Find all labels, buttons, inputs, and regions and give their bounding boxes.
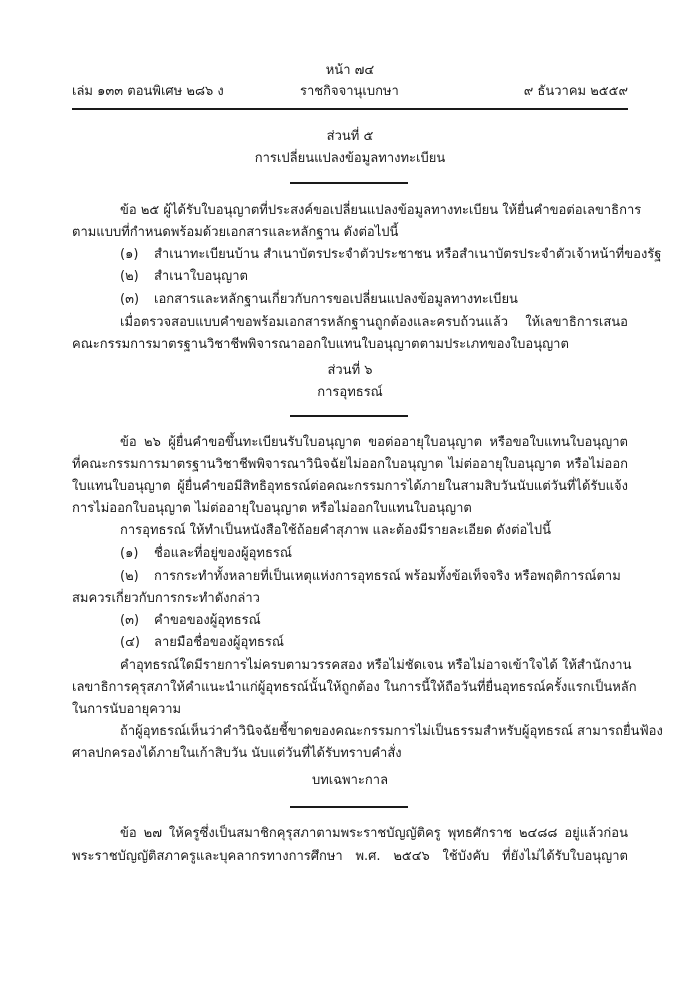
clause-26-item-3 — [120, 612, 261, 630]
clause-26-item-4 — [120, 634, 284, 652]
clause-26-para-2: การอุทธรณ์ ให้ทำเป็นหนังสือใช้ถ้อยคำสุภาพ และต้องมีรายละเอียด ดังต่อไปนี้ — [120, 523, 552, 538]
clause-25-para-2-line-2: คณะกรรมการมาตรฐานวิชาชีพพิจารณาออกใบแทนใบอนุญาตตามประเภทของใบอนุญาต — [72, 337, 569, 352]
clause-25-item-1 — [120, 246, 661, 264]
gazette-volume: เล่ม ๑๓๓ ตอนพิเศษ ๒๘๖ ง — [72, 84, 224, 99]
item-number: (๓) — [120, 613, 140, 628]
clause-27-line-1: ข้อ ๒๗ ให้ครูซึ่งเป็นสมาชิกคุรุสภาตามพระราชบัญญัติครู พุทธศักราช ๒๔๘๘ อยู่แล้วก่อน — [120, 826, 628, 841]
clause-26-item-1 — [120, 545, 292, 563]
item-text: การกระทำทั้งหลายที่เป็นเหตุแห่งการอุทธรณ์ พร้อมทั้งข้อเท็จจริง หรือพฤติการณ์ตาม — [154, 569, 621, 584]
item-text: ลายมือชื่อของผู้อุทธรณ์ — [154, 635, 284, 650]
item-number: (๓) — [120, 292, 140, 307]
item-text: สำเนาทะเบียนบ้าน สำเนาบัตรประจำตัวประชาชน หรือสำเนาบัตรประจำตัวเจ้าหน้าที่ของรัฐ — [154, 247, 662, 262]
item-text: สำเนาใบอนุญาต — [154, 269, 248, 284]
item-number: (๒) — [120, 569, 139, 584]
clause-25-item-3 — [120, 291, 518, 309]
clause-26-para-3-line-3: ในการนับอายุความ — [72, 702, 182, 717]
item-number: (๑) — [120, 546, 139, 561]
gazette-date: ๙ ธันวาคม ๒๕๕๙ — [523, 84, 628, 99]
clause-26-para-4-line-2: ศาลปกครองได้ภายในเก้าสิบวัน นับแต่วันที่ได้รับทราบคำสั่ง — [72, 746, 402, 761]
section-divider — [290, 415, 408, 417]
clause-26-para-3-line-2: เลขาธิการคุรุสภาให้คำแนะนำแก่ผู้อุทธรณ์นั้นให้ถูกต้อง ในการนี้ให้ถือวันที่ยื่นอุทธรณ์ครั้งแรกเป็นหลัก — [72, 680, 637, 695]
part5-heading: ส่วนที่ ๕ — [326, 129, 374, 144]
clause-26-line-3: ใบแทนใบอนุญาต ผู้ยื่นคำขอมีสิทธิอุทธรณ์ต่อคณะกรรมการได้ภายในสามสิบวันนับแต่วันที่ได้รับแจ้ง — [72, 479, 628, 494]
header-rule — [72, 108, 628, 110]
section-divider — [290, 806, 408, 808]
gazette-title: ราชกิจจานุเบกษา — [300, 84, 399, 99]
clause-25-line-2: ตามแบบที่กำหนดพร้อมด้วยเอกสารและหลักฐาน ดังต่อไปนี้ — [72, 225, 399, 240]
part5-title: การเปลี่ยนแปลงข้อมูลทางทะเบียน — [254, 151, 446, 166]
clause-25-para-2-line-1: เมื่อตรวจสอบแบบคำขอพร้อมเอกสารหลักฐานถูกต้องและครบถ้วนแล้ว ให้เลขาธิการเสนอ — [120, 315, 628, 330]
item-text: คำขอของผู้อุทธรณ์ — [154, 613, 261, 628]
section-divider — [290, 182, 408, 184]
page-number: หน้า ๗๔ — [325, 63, 375, 78]
clause-26-para-4-line-1: ถ้าผู้อุทธรณ์เห็นว่าคำวินิจฉัยชี้ขาดของคณะกรรมการไม่เป็นธรรมสำหรับผู้อุทธรณ์ สามารถยื่นฟ้อง — [120, 724, 663, 739]
clause-27-line-2: พระราชบัญญัติสภาครูและบุคลากรทางการศึกษา พ.ศ. ๒๕๔๖ ใช้บังคับ ที่ยังไม่ได้รับใบอนุญาต — [72, 849, 628, 864]
item-text: เอกสารและหลักฐานเกี่ยวกับการขอเปลี่ยนแปลงข้อมูลทางทะเบียน — [154, 292, 518, 307]
item-number: (๑) — [120, 247, 139, 262]
clause-26-line-1: ข้อ ๒๖ ผู้ยื่นคำขอขึ้นทะเบียนรับใบอนุญาต ขอต่ออายุใบอนุญาต หรือขอใบแทนใบอนุญาต — [120, 435, 628, 450]
item-text: ชื่อและที่อยู่ของผู้อุทธรณ์ — [154, 546, 292, 561]
item-number: (๔) — [120, 635, 140, 650]
item-number: (๒) — [120, 269, 139, 284]
part6-heading: ส่วนที่ ๖ — [327, 363, 373, 378]
clause-26-line-2: ที่คณะกรรมการมาตรฐานวิชาชีพพิจารณาวินิจฉัยไม่ออกใบอนุญาต ไม่ต่ออายุใบอนุญาต หรือไม่ออก — [72, 457, 628, 472]
transitional-title: บทเฉพาะกาล — [311, 773, 389, 788]
clause-25-item-2 — [120, 268, 248, 286]
clause-26-para-3-line-1: คำอุทธรณ์ใดมีรายการไม่ครบตามวรรคสอง หรือไม่ชัดเจน หรือไม่อาจเข้าใจได้ ให้สำนักงาน — [120, 658, 632, 673]
part6-title: การอุทธรณ์ — [317, 385, 383, 400]
clause-25-line-1: ข้อ ๒๕ ผู้ได้รับใบอนุญาตที่ประสงค์ขอเปลี่ยนแปลงข้อมูลทางทะเบียน ให้ยื่นคำขอต่อเลขาธิการ — [120, 203, 642, 218]
clause-26-item-2 — [120, 568, 628, 586]
clause-26-line-4: การไม่ออกใบอนุญาต ไม่ต่ออายุใบอนุญาต หรือไม่ออกใบแทนใบอนุญาต — [72, 501, 472, 516]
clause-26-item-2-continued: สมควรเกี่ยวกับการกระทำดังกล่าว — [72, 591, 260, 606]
